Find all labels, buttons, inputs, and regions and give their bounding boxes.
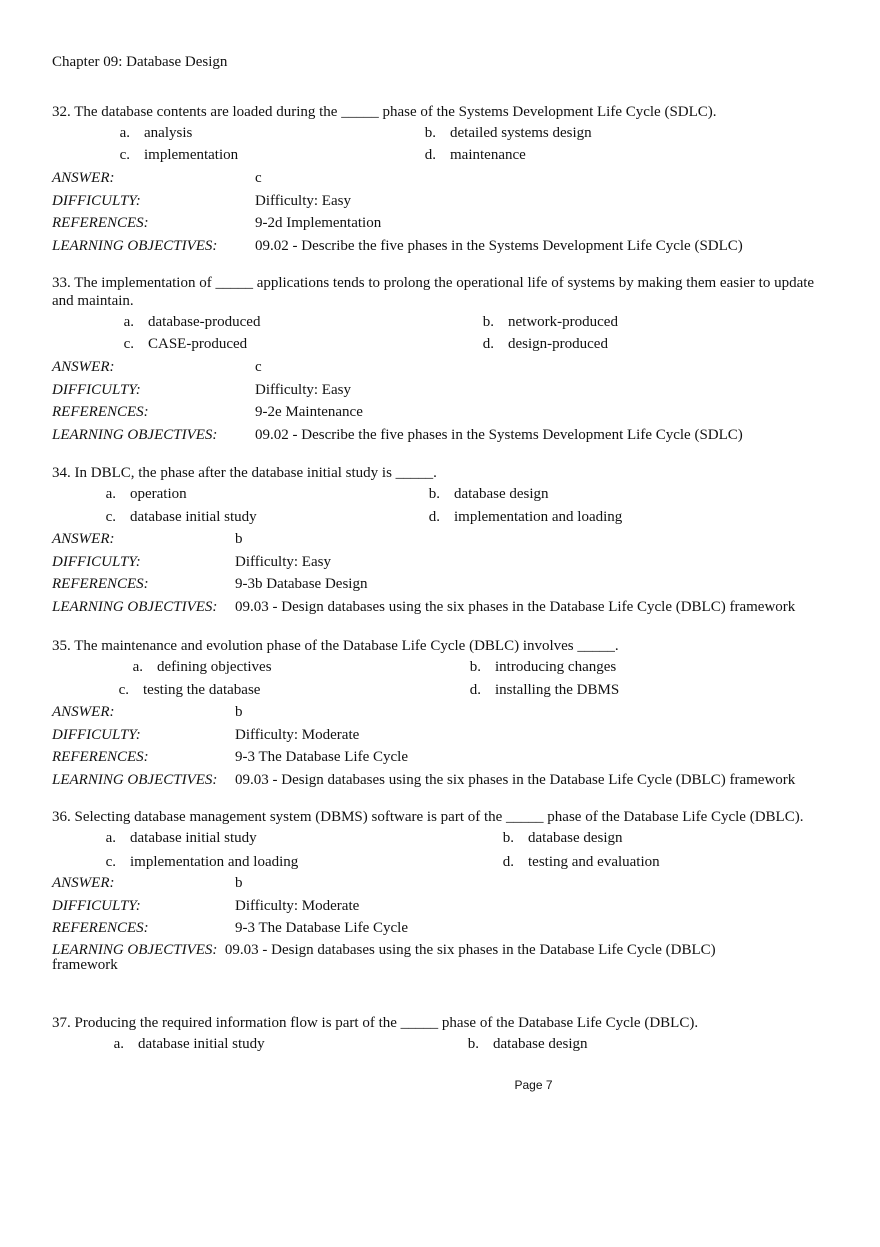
option-text: network-produced xyxy=(508,314,618,330)
difficulty-value: Difficulty: Easy xyxy=(235,553,331,570)
learning-objectives-row xyxy=(52,237,832,260)
option-text: database design xyxy=(454,486,549,502)
option-a xyxy=(123,313,261,331)
option-letter: d. xyxy=(424,147,436,163)
options xyxy=(52,124,832,168)
options xyxy=(52,313,832,357)
question-text: 34. In DBLC, the phase after the database initial study is _____. xyxy=(52,465,437,481)
question-32 xyxy=(52,103,832,259)
question-meta xyxy=(52,358,832,448)
learning-objectives-value: 09.03 - Design databases using the six phases in the Database Life Cycle (DBLC) framework xyxy=(52,941,716,973)
answer-row xyxy=(52,358,832,381)
answer-row xyxy=(52,874,832,897)
learning-objectives-label: LEARNING OBJECTIVES: xyxy=(52,941,218,958)
option-letter: b. xyxy=(424,125,436,141)
option-letter: d. xyxy=(502,854,514,870)
option-letter: c. xyxy=(118,682,129,698)
option-letter: b. xyxy=(467,1036,479,1052)
option-text: design-produced xyxy=(508,336,608,352)
option-text: database initial study xyxy=(130,830,257,846)
difficulty-value: Difficulty: Moderate xyxy=(235,897,360,914)
references-label: REFERENCES: xyxy=(52,576,149,592)
difficulty-row xyxy=(52,192,832,215)
difficulty-row xyxy=(52,726,832,749)
option-text: defining objectives xyxy=(157,659,272,675)
difficulty-row xyxy=(52,553,832,576)
learning-objectives-label: LEARNING OBJECTIVES: xyxy=(52,598,218,615)
option-letter: c. xyxy=(105,854,116,870)
option-letter: b. xyxy=(428,486,440,502)
answer-label: ANSWER: xyxy=(52,875,115,891)
option-letter: a. xyxy=(132,659,143,675)
option-text: implementation and loading xyxy=(454,509,623,525)
option-text: database initial study xyxy=(138,1036,265,1052)
option-letter: d. xyxy=(428,509,440,525)
option-d xyxy=(482,335,608,353)
learning-objectives-row xyxy=(52,943,752,973)
option-c xyxy=(123,335,248,353)
answer-value: b xyxy=(235,875,243,891)
question-meta xyxy=(52,530,832,620)
option-letter: a. xyxy=(105,486,116,502)
difficulty-label: DIFFICULTY: xyxy=(52,553,141,570)
option-b xyxy=(428,485,549,503)
option-letter: a. xyxy=(105,830,116,846)
references-value: 9-3 The Database Life Cycle xyxy=(235,749,408,765)
references-label: REFERENCES: xyxy=(52,749,149,765)
option-c xyxy=(119,146,239,164)
learning-objectives-label: LEARNING OBJECTIVES: xyxy=(52,237,218,254)
learning-objectives-value: 09.03 - Design databases using the six phases in the Database Life Cycle (DBLC) framework xyxy=(235,598,796,615)
references-value: 9-3b Database Design xyxy=(235,576,368,592)
answer-label: ANSWER: xyxy=(52,359,115,375)
option-letter: d. xyxy=(469,682,481,698)
references-row xyxy=(52,575,832,598)
difficulty-label: DIFFICULTY: xyxy=(52,897,141,914)
page-header: Chapter 09: Database Design xyxy=(52,54,228,70)
option-b xyxy=(502,829,623,847)
option-text: database-produced xyxy=(148,314,261,330)
question-33 xyxy=(52,274,832,448)
option-letter: c. xyxy=(105,509,116,525)
question-meta xyxy=(52,703,832,793)
difficulty-row xyxy=(52,897,832,920)
options xyxy=(52,485,832,529)
option-d xyxy=(469,681,620,699)
question-37 xyxy=(52,1014,832,1057)
option-b xyxy=(424,124,592,142)
learning-objectives-label: LEARNING OBJECTIVES: xyxy=(52,771,218,788)
option-c xyxy=(105,508,257,526)
answer-value: c xyxy=(255,359,262,375)
option-letter: b. xyxy=(502,830,514,846)
option-c xyxy=(118,681,261,699)
difficulty-label: DIFFICULTY: xyxy=(52,192,141,209)
option-letter: b. xyxy=(482,314,494,330)
option-letter: c. xyxy=(123,336,134,352)
page-number: Page 7 xyxy=(514,1078,553,1092)
references-row xyxy=(52,214,832,237)
learning-objectives-label: LEARNING OBJECTIVES: xyxy=(52,426,218,443)
options xyxy=(52,829,832,873)
option-letter: b. xyxy=(469,659,481,675)
answer-label: ANSWER: xyxy=(52,531,115,547)
answer-label: ANSWER: xyxy=(52,170,115,186)
option-text: implementation and loading xyxy=(130,854,299,870)
answer-row xyxy=(52,530,832,553)
question-text: 36. Selecting database management system (DBMS) software is part of the _____ phase of the Database Life Cycle (DBLC). xyxy=(52,809,804,825)
difficulty-value: Difficulty: Moderate xyxy=(235,726,360,743)
references-label: REFERENCES: xyxy=(52,920,149,936)
answer-row xyxy=(52,703,832,726)
answer-label: ANSWER: xyxy=(52,704,115,720)
options xyxy=(52,1035,832,1057)
question-text: 32. The database contents are loaded during the _____ phase of the Systems Development Life Cycle (SDLC). xyxy=(52,104,717,120)
references-label: REFERENCES: xyxy=(52,215,149,231)
answer-value: c xyxy=(255,170,262,186)
answer-value: b xyxy=(235,704,243,720)
option-text: operation xyxy=(130,486,187,502)
option-text: database design xyxy=(493,1036,588,1052)
learning-objectives-value: 09.02 - Describe the five phases in the Systems Development Life Cycle (SDLC) xyxy=(255,426,743,443)
option-a xyxy=(105,485,187,503)
option-b xyxy=(467,1035,588,1053)
options xyxy=(52,658,832,702)
question-text: 37. Producing the required information flow is part of the _____ phase of the Database Life Cycle (DBLC). xyxy=(52,1015,699,1031)
learning-objectives-row xyxy=(52,598,832,621)
references-row xyxy=(52,748,832,771)
answer-value: b xyxy=(235,531,243,547)
option-text: installing the DBMS xyxy=(495,682,620,698)
option-text: maintenance xyxy=(450,147,526,163)
option-text: introducing changes xyxy=(495,659,617,675)
option-letter: a. xyxy=(113,1036,124,1052)
references-value: 9-2e Maintenance xyxy=(255,404,363,420)
difficulty-row xyxy=(52,381,832,404)
option-a xyxy=(132,658,272,676)
references-value: 9-3 The Database Life Cycle xyxy=(235,920,408,936)
question-text: 33. The implementation of _____ applications tends to prolong the operational life of systems by making them easier to update and maintain. xyxy=(52,275,815,309)
answer-row xyxy=(52,169,832,192)
references-label: REFERENCES: xyxy=(52,404,149,420)
option-text: CASE-produced xyxy=(148,336,248,352)
difficulty-label: DIFFICULTY: xyxy=(52,726,141,743)
option-text: detailed systems design xyxy=(450,125,592,141)
question-36 xyxy=(52,808,832,973)
option-text: testing and evaluation xyxy=(528,854,660,870)
question-meta xyxy=(52,169,832,259)
option-letter: a. xyxy=(119,125,130,141)
option-d xyxy=(424,146,526,164)
references-row xyxy=(52,919,832,942)
difficulty-value: Difficulty: Easy xyxy=(255,192,351,209)
question-35 xyxy=(52,637,832,793)
option-text: database design xyxy=(528,830,623,846)
learning-objectives-value: 09.02 - Describe the five phases in the Systems Development Life Cycle (SDLC) xyxy=(255,237,743,254)
option-letter: c. xyxy=(119,147,130,163)
question-meta xyxy=(52,874,832,973)
difficulty-label: DIFFICULTY: xyxy=(52,381,141,398)
learning-objectives-value: 09.03 - Design databases using the six phases in the Database Life Cycle (DBLC) framework xyxy=(235,771,796,788)
references-value: 9-2d Implementation xyxy=(255,215,382,231)
option-c xyxy=(105,853,299,871)
difficulty-value: Difficulty: Easy xyxy=(255,381,351,398)
learning-objectives-row xyxy=(52,426,832,449)
option-a xyxy=(119,124,193,142)
option-d xyxy=(428,508,623,526)
option-text: testing the database xyxy=(143,682,261,698)
option-text: database initial study xyxy=(130,509,257,525)
option-text: analysis xyxy=(144,125,193,141)
question-34 xyxy=(52,464,832,620)
option-text: implementation xyxy=(144,147,239,163)
option-d xyxy=(502,853,660,871)
learning-objectives-row xyxy=(52,771,832,794)
option-letter: d. xyxy=(482,336,494,352)
option-a xyxy=(105,829,257,847)
references-row xyxy=(52,403,832,426)
question-text: 35. The maintenance and evolution phase of the Database Life Cycle (DBLC) involves _____. xyxy=(52,638,619,654)
option-b xyxy=(469,658,617,676)
option-a xyxy=(113,1035,265,1053)
option-letter: a. xyxy=(123,314,134,330)
option-b xyxy=(482,313,618,331)
